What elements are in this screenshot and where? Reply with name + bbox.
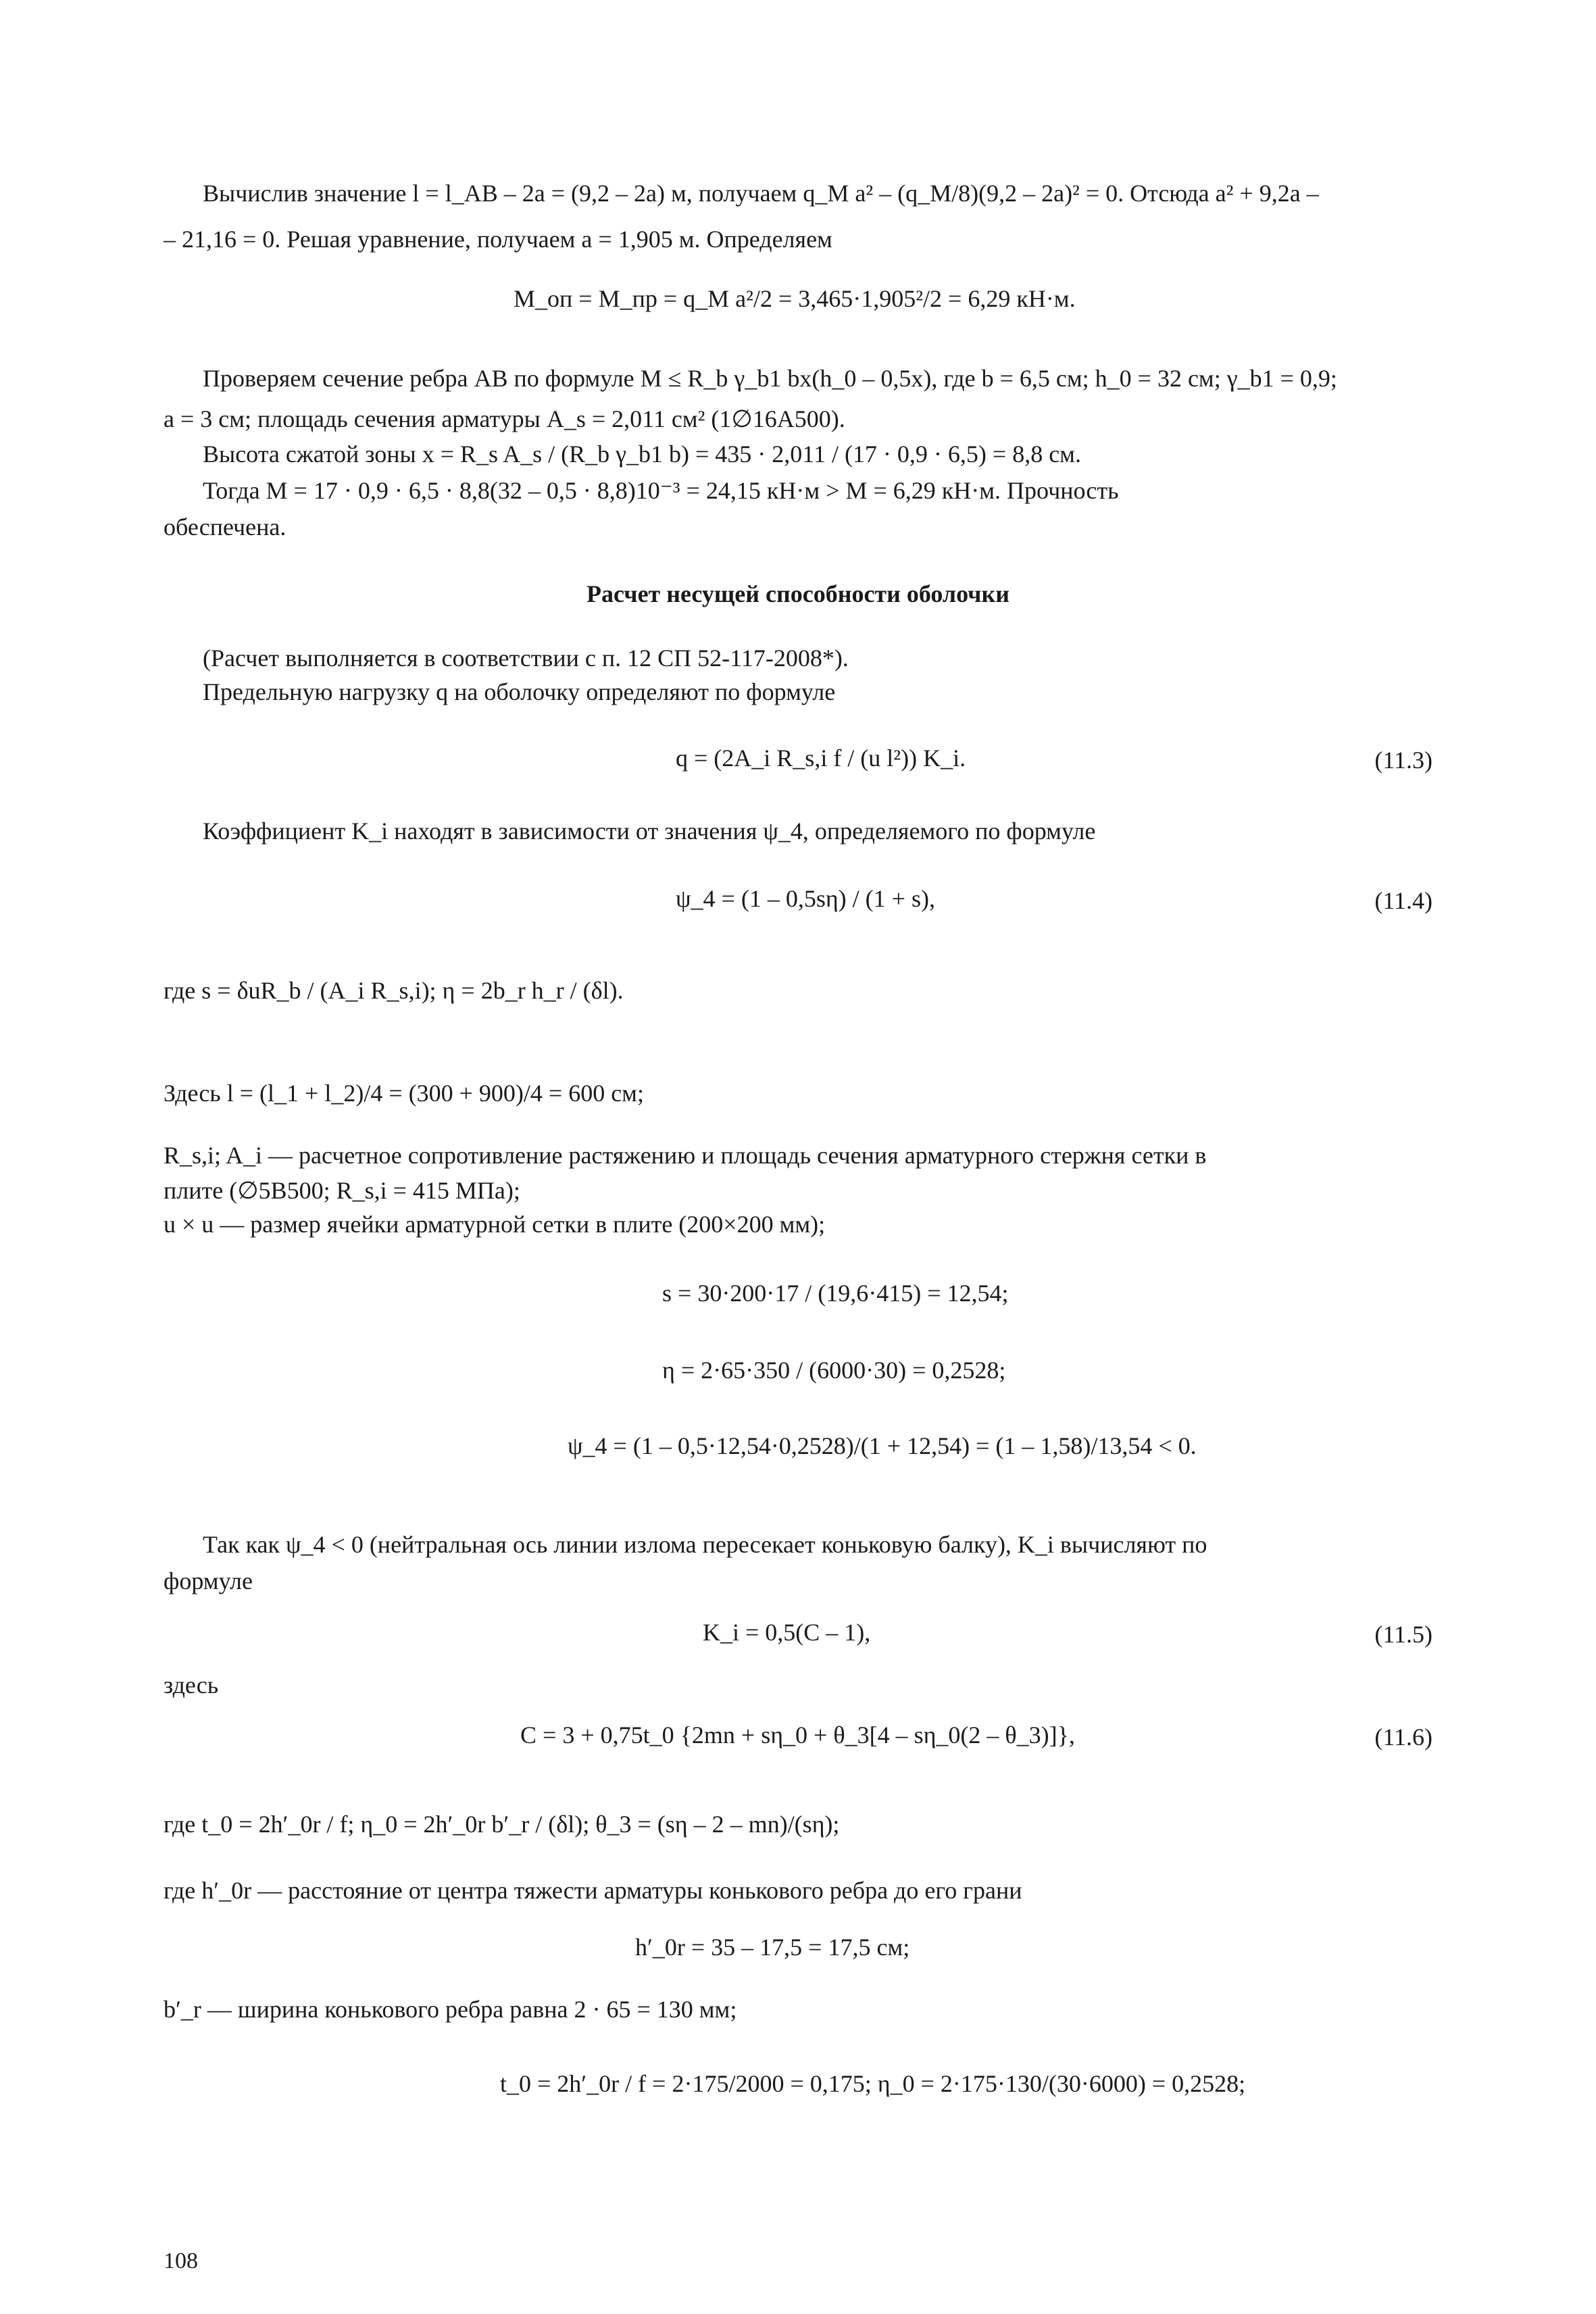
paragraph-line: где h′_0r — расстояние от центра тяжести арматуры конькового ребра до его грани <box>164 1877 1022 1904</box>
equation-number: (11.3) <box>1374 747 1432 774</box>
equation-11-5: K_i = 0,5(C – 1), <box>703 1619 871 1646</box>
paragraph-line: b′_r — ширина конькового ребра равна 2 · 65 = 130 мм; <box>164 1996 737 2023</box>
equation-11-3: q = (2A_i R_s,i f / (u l²)) K_i. <box>676 745 966 772</box>
paragraph-line: Коэффициент K_i находят в зависимости от значения ψ_4, определяемого по формуле <box>203 818 1096 845</box>
paragraph-line: a = 3 см; площадь сечения арматуры A_s = 2,011 см² (1∅16А500). <box>164 405 845 432</box>
equation-h0r: h′_0r = 35 – 17,5 = 17,5 см; <box>635 1934 910 1961</box>
section-heading: Расчет несущей способности оболочки <box>587 580 1009 607</box>
paragraph-line: где s = δuR_b / (A_i R_s,i); η = 2b_r h_r / (δl). <box>164 977 624 1004</box>
equation-number: (11.4) <box>1374 887 1432 914</box>
equation-s: s = 30·200·17 / (19,6·415) = 12,54; <box>662 1280 1009 1307</box>
page-number: 108 <box>164 2248 198 2273</box>
paragraph-line: здесь <box>164 1671 219 1699</box>
paragraph-line: (Расчет выполняется в соответствии с п. 12 СП 52-117-2008*). <box>203 645 849 672</box>
paragraph-line: Проверяем сечение ребра AB по формуле M ≤ R_b γ_b1 bx(h_0 – 0,5x), где b = 6,5 см; h_0 = 32 см; γ_b1 = 0,9; <box>203 365 1337 392</box>
equation-number: (11.5) <box>1374 1621 1432 1648</box>
paragraph-line: Высота сжатой зоны x = R_s A_s / (R_b γ_b1 b) = 435 · 2,011 / (17 · 0,9 · 6,5) = 8,8 см. <box>203 441 1081 468</box>
paragraph-line: – 21,16 = 0. Решая уравнение, получаем a = 1,905 м. Определяем <box>164 226 832 253</box>
paragraph-line: где t_0 = 2h′_0r / f; η_0 = 2h′_0r b′_r / (δl); θ_3 = (sη – 2 – mn)/(sη); <box>164 1811 840 1838</box>
paragraph-line: Предельную нагрузку q на оболочку определяют по формуле <box>203 678 836 705</box>
paragraph-line: обеспечена. <box>164 513 286 540</box>
equation-eta: η = 2·65·350 / (6000·30) = 0,2528; <box>662 1357 1006 1384</box>
equation-psi4: ψ_4 = (1 – 0,5·12,54·0,2528)/(1 + 12,54) = (1 – 1,58)/13,54 < 0. <box>568 1432 1197 1459</box>
paragraph-line: плите (∅5В500; R_s,i = 415 МПа); <box>164 1177 520 1204</box>
equation-11-4: ψ_4 = (1 – 0,5sη) / (1 + s), <box>676 885 935 912</box>
paragraph-line: R_s,i; A_i — расчетное сопротивление растяжению и площадь сечения арматурного стержня сетки в <box>164 1142 1207 1169</box>
paragraph-line: Так как ψ_4 < 0 (нейтральная ось линии излома пересекает коньковую балку), K_i вычисляют по <box>203 1531 1207 1558</box>
paragraph-line: формуле <box>164 1567 253 1594</box>
equation-11-6: C = 3 + 0,75t_0 {2mn + sη_0 + θ_3[4 – sη_0(2 – θ_3)]}, <box>520 1721 1075 1749</box>
paragraph-line: u × u — размер ячейки арматурной сетки в плите (200×200 мм); <box>164 1211 826 1238</box>
paragraph-line: Здесь l = (l_1 + l_2)/4 = (300 + 900)/4 = 600 см; <box>164 1080 644 1107</box>
paragraph-line: Вычислив значение l = l_AB – 2a = (9,2 – 2a) м, получаем q_M a² – (q_M/8)(9,2 – 2a)² = 0. Отсюда a² + 9,2a – <box>203 180 1319 207</box>
equation-moment: M_оп = M_пр = q_M a²/2 = 3,465·1,905²/2 = 6,29 кН·м. <box>514 285 1076 312</box>
equation-number: (11.6) <box>1374 1724 1432 1751</box>
equation-t0: t_0 = 2h′_0r / f = 2·175/2000 = 0,175; η_0 = 2·175·130/(30·6000) = 0,2528; <box>500 2070 1246 2097</box>
paragraph-line: Тогда M = 17 · 0,9 · 6,5 · 8,8(32 – 0,5 · 8,8)10⁻³ = 24,15 кН·м > M = 6,29 кН·м. Прочность <box>203 477 1119 504</box>
